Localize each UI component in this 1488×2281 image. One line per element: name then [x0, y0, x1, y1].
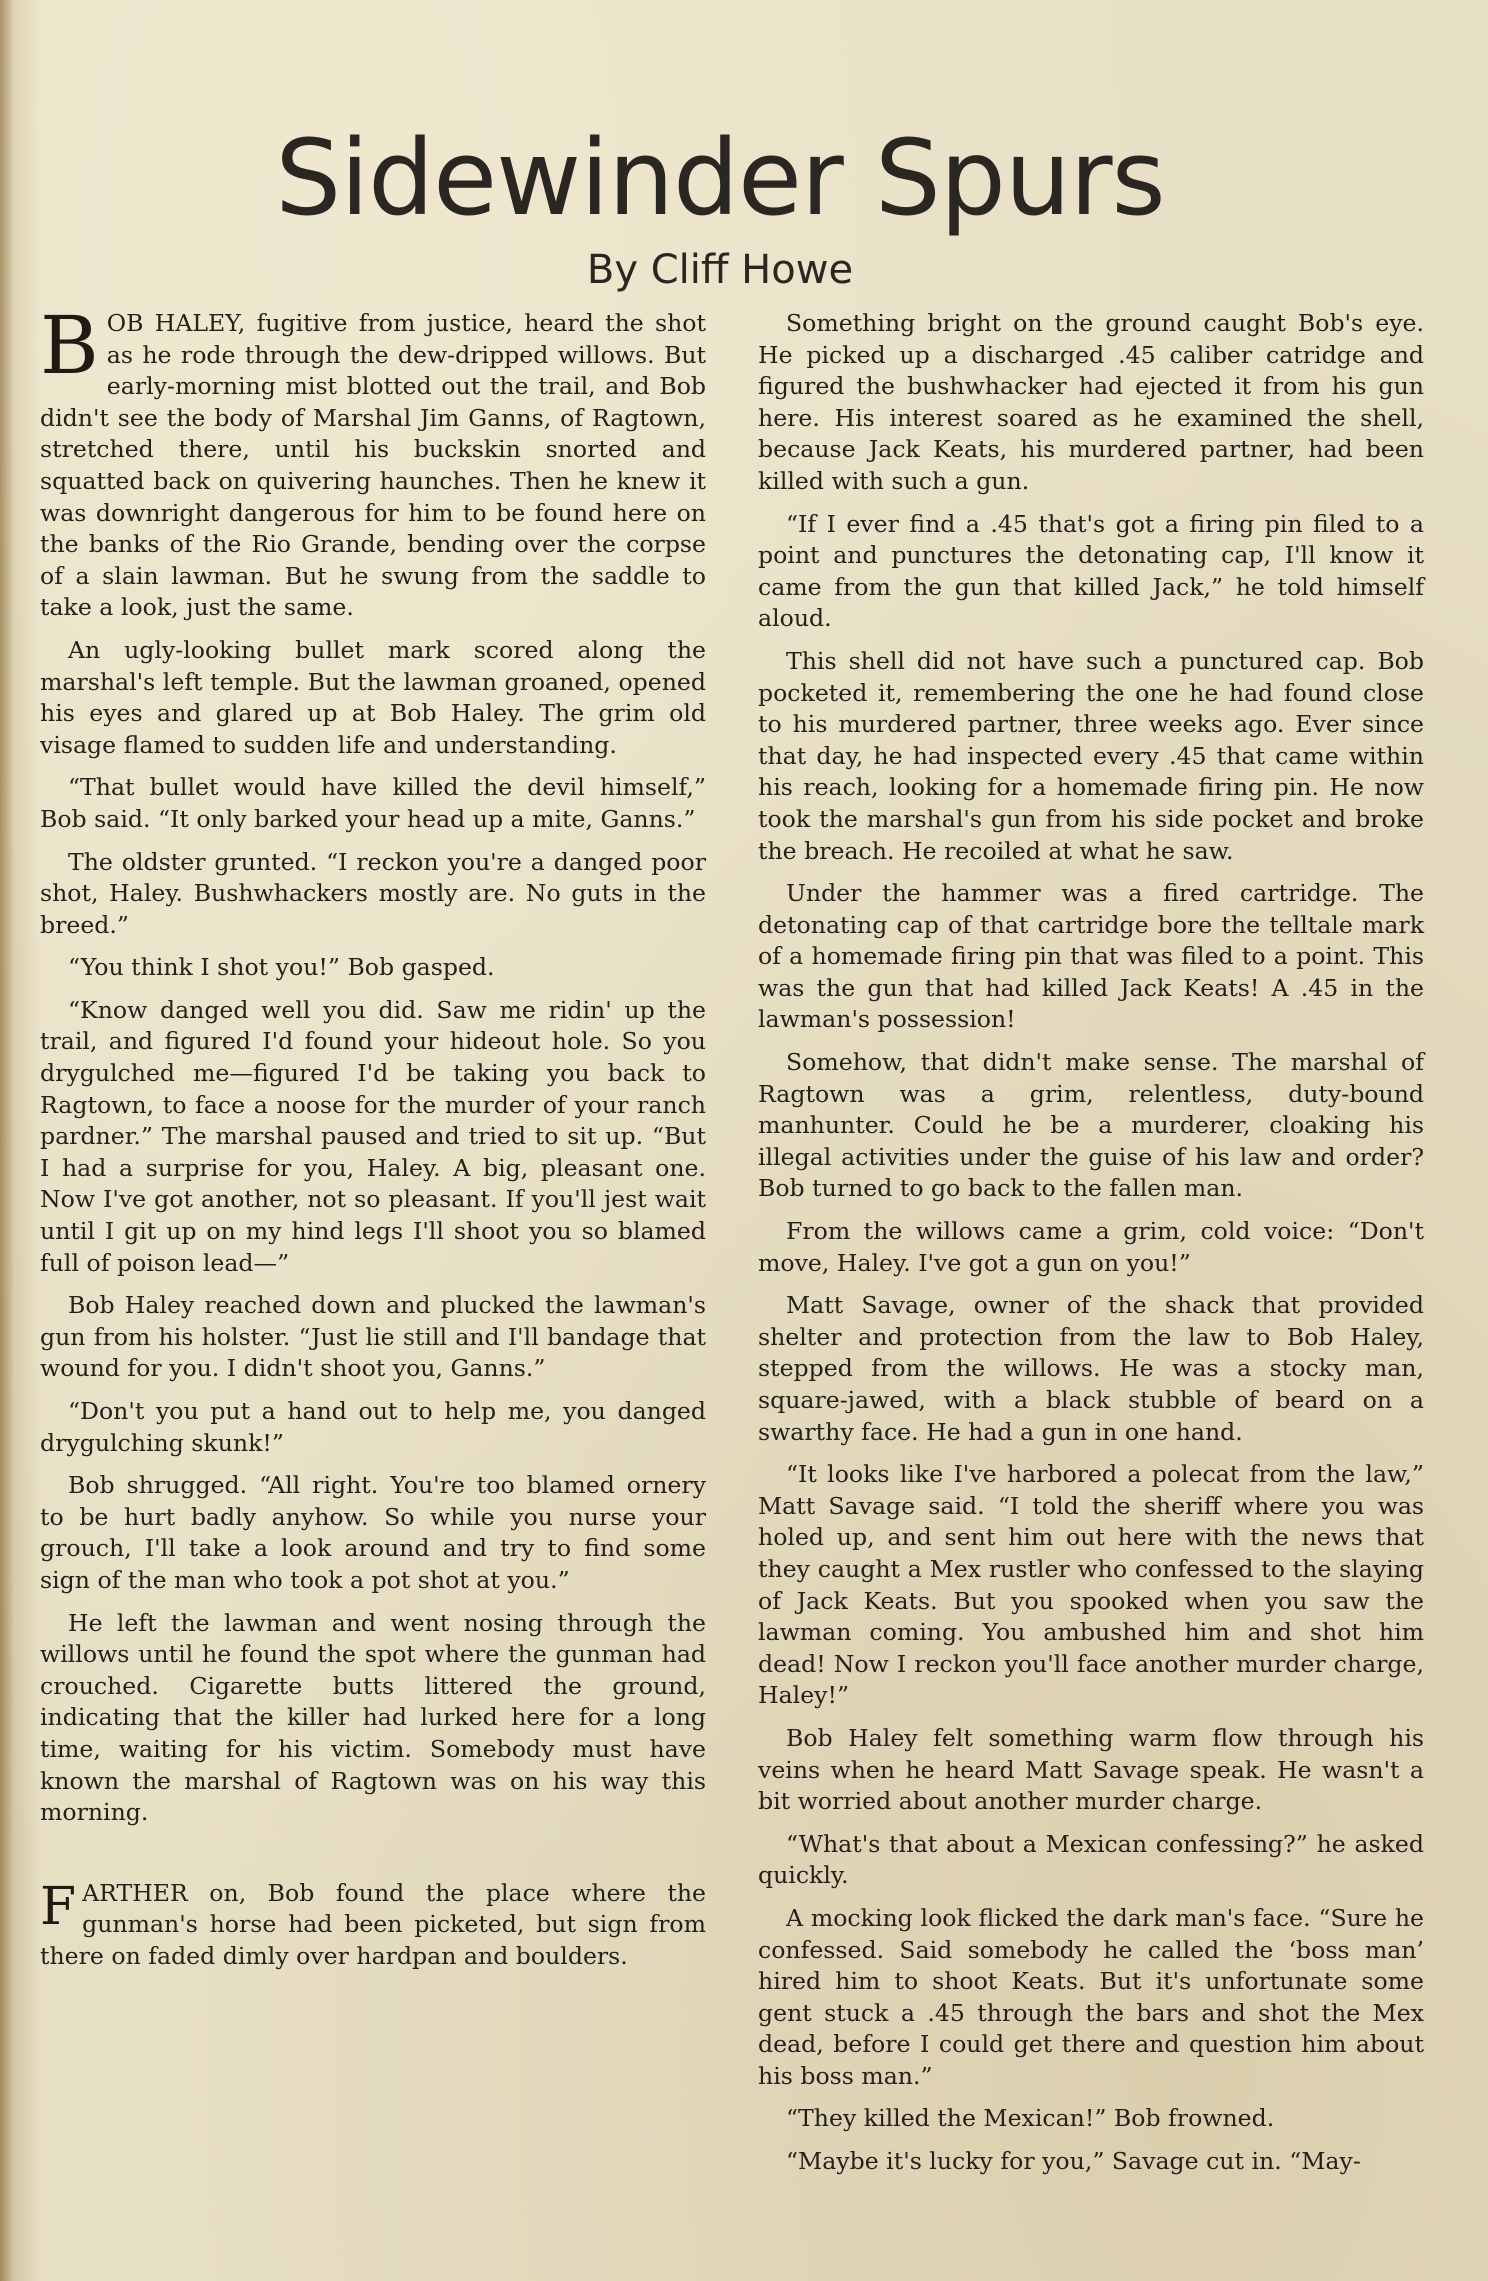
lead-in-smallcaps: OB HALEY, [106, 309, 246, 337]
paragraph-text: fugitive from justice, heard the shot as he rode through the dew-dripped willows. But early-morning mist blotted out the trail, and Bob didn't see the body of Marshal Jim Ganns, of Ragtown, stretched there, until his buckskin snorted and squatted back on quivering haunches. Then he knew it was downright dangerous for him to be found here on the banks of the Rio Grande, bending over the corpse of a slain lawman. But he swung from the saddle to take a look, just the same. [40, 309, 706, 622]
paragraph: “It looks like I've harbored a polecat from the law,” Matt Savage said. “I told the sheriff where you was holed up, and sent him out here with the news that they caught a Mex rustler who confessed to the slaying of Jack Keats. But you spooked when you saw the lawman coming. You ambushed him and shot him dead! Now I reckon you'll face another murder charge, Haley!” [758, 1460, 1424, 1710]
lead-in-smallcaps: ARTHER [82, 1878, 188, 1907]
drop-cap: B [40, 299, 99, 392]
paragraph: A mocking look flicked the dark man's face. “Sure he confessed. Said somebody he called the ‘boss man’ hired him to shoot Keats. But it's unfortunate some gent stuck a .45 through the bars and shot the Mex dead, before I could get there and question him about his boss man.” [758, 1903, 1424, 2090]
story-byline: By Cliff Howe [586, 247, 854, 293]
drop-cap: F [40, 1876, 77, 1937]
section-break [40, 1840, 706, 1878]
paragraph: Bob shrugged. “All right. You're too blamed ornery to be hurt badly anyhow. So while you nurse your grouch, I'll take a look around and try to find some sign of the man who took a pot shot at you.” [40, 1471, 706, 1594]
paragraph: He left the lawman and went nosing through the willows until he found the spot where the gunman had crouched. Cigarette butts littered the ground, indicating that the killer had lurked here for a long time, waiting for his victim. Somebody must have known the marshal of Ragtown was on his way this morning. [40, 1608, 706, 1827]
paragraph: “That bullet would have killed the devil himself,” Bob said. “It only barked your head up a mite, Ganns.” [40, 773, 706, 833]
paragraph: “Maybe it's lucky for you,” Savage cut in. “May- [786, 2147, 1361, 2176]
paragraph: “They killed the Mexican!” Bob frowned. [786, 2104, 1275, 2133]
page-spine-shadow [0, 0, 14, 2281]
paragraph: “Know danged well you did. Saw me ridin' up the trail, and figured I'd found your hideout hole. So you drygulched me—figured I'd be taking you back to Ragtown, to face a noose for the murder of your ranch pardner.” The marshal paused and tried to sit up. “But I had a surprise for you, Haley. A big, pleasant one. Now I've got another, not so pleasant. If you'll jest wait until I git up on my hind legs I'll shoot you so blamed full of poison lead—” [40, 995, 706, 1277]
paragraph: Somehow, that didn't make sense. The marshal of Ragtown was a grim, relentless, duty-bound manhunter. Could he be a murderer, cloaking his illegal activities under the guise of his law and order? Bob turned to go back to the fallen man. [758, 1048, 1424, 1203]
paragraph: “You think I shot you!” Bob gasped. [68, 953, 495, 982]
paragraph: Matt Savage, owner of the shack that provided shelter and protection from the law to Bob Haley, stepped from the willows. He was a stocky man, square-jawed, with a black stubble of beard on a swarthy face. He had a gun in one hand. [758, 1291, 1424, 1446]
paragraph [40, 299, 706, 624]
paragraph: Under the hammer was a fired cartridge. The detonating cap of that cartridge bore the telltale mark of a homemade firing pin that was filed to a point. This was the gun that had killed Jack Keats! A .45 in the lawman's possession! [758, 879, 1424, 1034]
paragraph: An ugly-looking bullet mark scored along the marshal's left temple. But the lawman groaned, opened his eyes and glared up at Bob Haley. The grim old visage flamed to sudden life and understanding. [40, 635, 706, 759]
paragraph-text: on, Bob found the place where the gunman's horse had been picketed, but sign from there on faded dimly over hardpan and boulders. [40, 1878, 706, 1970]
paragraph: “What's that about a Mexican confessing?” he asked quickly. [758, 1829, 1424, 1890]
left-column [40, 299, 706, 1984]
right-column [758, 308, 1424, 2189]
paragraph: “Don't you put a hand out to help me, you danged drygulching skunk!” [40, 1397, 706, 1457]
paragraph: Bob Haley felt something warm flow through his veins when he heard Matt Savage speak. He wasn't a bit worried about another murder charge. [758, 1723, 1424, 1816]
paragraph [40, 1878, 706, 1973]
paragraph: From the willows came a grim, cold voice: “Don't move, Haley. I've got a gun on you!” [758, 1217, 1424, 1277]
story-title: Sidewinder Spurs [275, 117, 1165, 239]
paragraph: Something bright on the ground caught Bob's eye. He picked up a discharged .45 caliber catridge and figured the bushwhacker had ejected it from his gun here. His interest soared as he examined the shell, because Jack Keats, his murdered partner, had been killed with such a gun. [758, 309, 1424, 495]
paragraph: Bob Haley reached down and plucked the lawman's gun from his holster. “Just lie still and I'll bandage that wound for you. I didn't shoot you, Ganns.” [40, 1291, 706, 1383]
paragraph: “If I ever find a .45 that's got a firing pin filed to a point and punctures the detonating cap, I'll know it came from the gun that killed Jack,” he told himself aloud. [758, 509, 1424, 633]
paragraph: The oldster grunted. “I reckon you're a danged poor shot, Haley. Bushwhackers mostly are. No guts in the breed.” [40, 847, 706, 939]
paragraph: This shell did not have such a punctured cap. Bob pocketed it, remembering the one he had found close to his murdered partner, three weeks ago. Ever since that day, he had inspected every .45 that came within his reach, looking for a homemade firing pin. He now took the marshal's gun from his side pocket and broke the breach. He recoiled at what he saw. [758, 646, 1424, 865]
